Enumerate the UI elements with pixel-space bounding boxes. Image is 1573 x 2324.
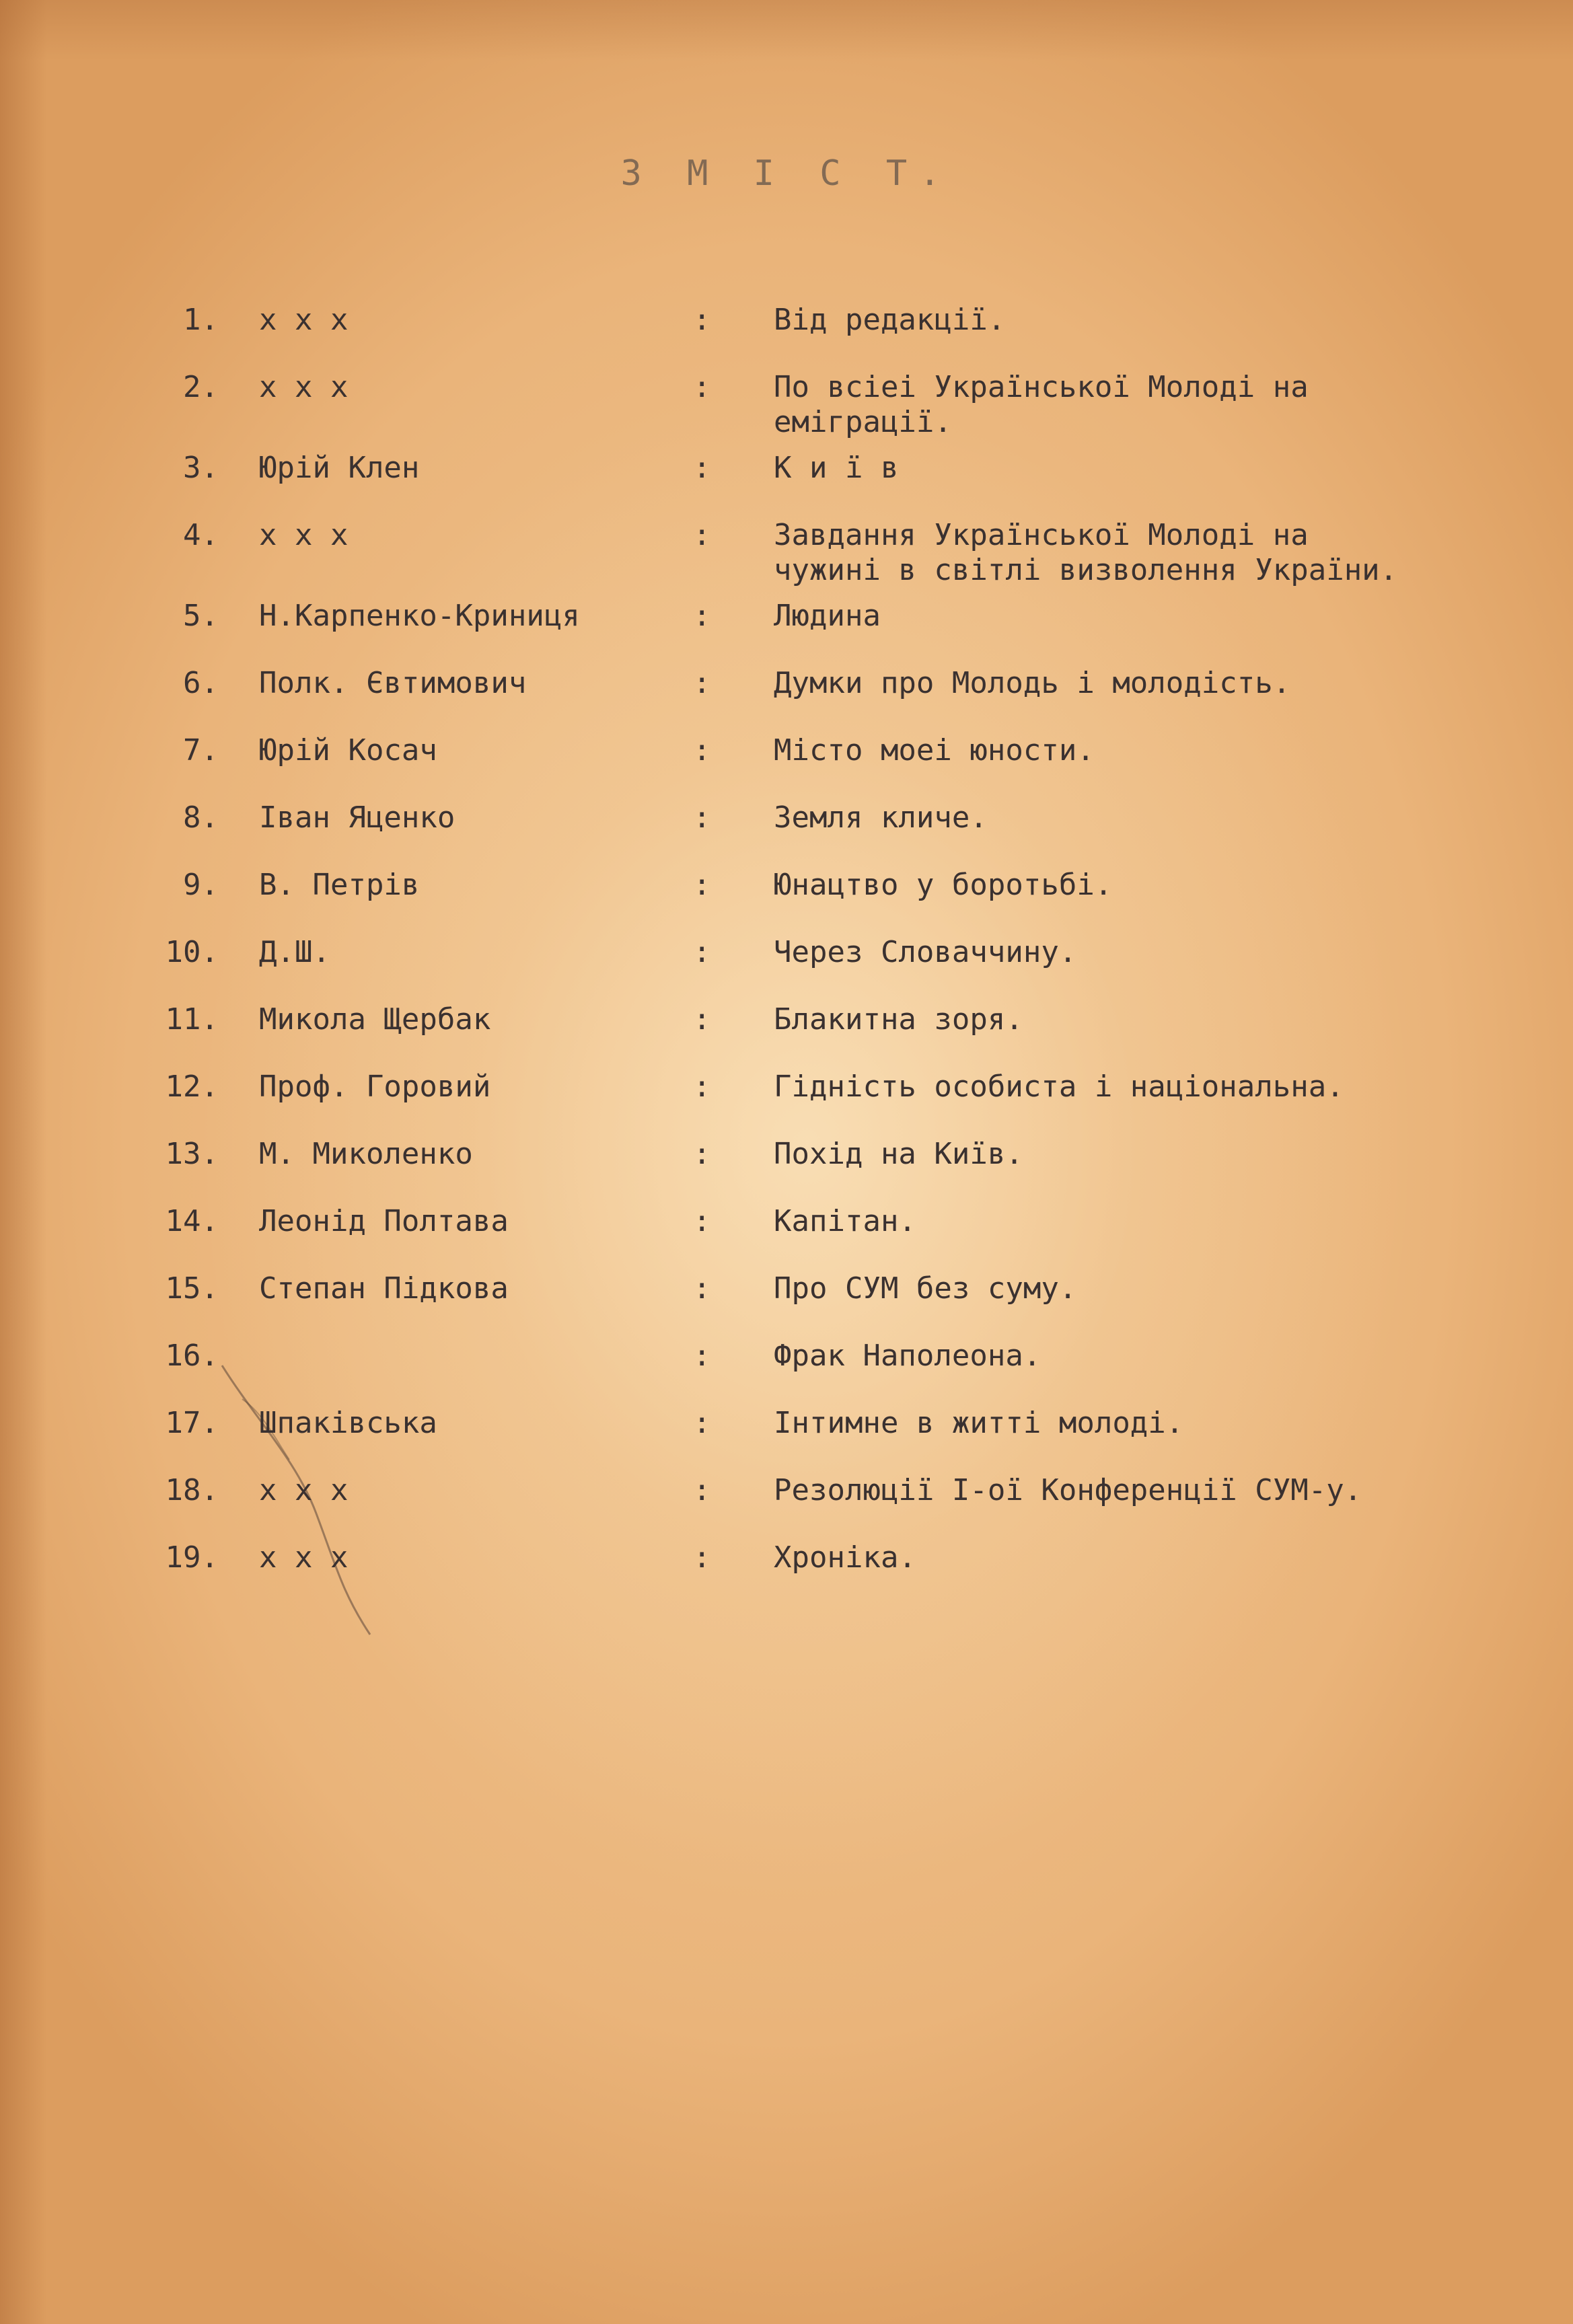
entry-title: Від редакції. bbox=[774, 303, 1006, 337]
entry-title: Блакитна зоря. bbox=[774, 1002, 1023, 1037]
toc-entry bbox=[0, 518, 1573, 599]
entry-separator: : bbox=[693, 800, 711, 835]
entry-separator: : bbox=[693, 451, 711, 485]
toc-entry bbox=[0, 666, 1573, 733]
entry-number: 8. bbox=[183, 800, 219, 835]
toc-entry bbox=[0, 1540, 1573, 1608]
toc-entry bbox=[0, 1339, 1573, 1406]
entry-separator: : bbox=[693, 666, 711, 700]
entry-author: Юрій Клен bbox=[259, 451, 420, 485]
toc-entry bbox=[0, 1271, 1573, 1339]
entry-separator: : bbox=[693, 303, 711, 337]
entry-number: 3. bbox=[183, 451, 219, 485]
entry-author: М. Миколенко bbox=[259, 1137, 473, 1171]
entry-author: Степан Підкова bbox=[259, 1271, 509, 1306]
entry-separator: : bbox=[693, 935, 711, 969]
entry-number: 4. bbox=[183, 518, 219, 552]
entry-author: Д.Ш. bbox=[259, 935, 330, 969]
entry-separator: : bbox=[693, 1271, 711, 1306]
entry-separator: : bbox=[693, 1204, 711, 1238]
entry-title: Хроніка. bbox=[774, 1540, 916, 1575]
entry-author: х х х bbox=[259, 518, 349, 552]
toc-entry bbox=[0, 800, 1573, 868]
entry-separator: : bbox=[693, 599, 711, 633]
entry-separator: : bbox=[693, 1540, 711, 1575]
entry-number: 17. bbox=[165, 1406, 219, 1440]
entry-title: Капітан. bbox=[774, 1204, 916, 1238]
entry-title: Місто моеі юности. bbox=[774, 733, 1095, 767]
entry-number: 1. bbox=[183, 303, 219, 337]
toc-entry bbox=[0, 1070, 1573, 1137]
entry-separator: : bbox=[693, 1406, 711, 1440]
toc-entry bbox=[0, 935, 1573, 1002]
entry-author: х х х bbox=[259, 1473, 349, 1507]
toc-entry bbox=[0, 451, 1573, 518]
entry-title: Людина bbox=[774, 599, 881, 633]
toc-entry bbox=[0, 370, 1573, 451]
entry-author: Микола Щербак bbox=[259, 1002, 491, 1037]
entry-number: 2. bbox=[183, 370, 219, 404]
entry-author: Полк. Євтимович bbox=[259, 666, 527, 700]
toc-entry bbox=[0, 868, 1573, 935]
entry-number: 10. bbox=[165, 935, 219, 969]
entry-author: Іван Яценко bbox=[259, 800, 455, 835]
entry-number: 11. bbox=[165, 1002, 219, 1037]
entry-title: Через Словаччину. bbox=[774, 935, 1077, 969]
entry-author: Юрій Косач bbox=[259, 733, 437, 767]
entry-author: Шпаківська bbox=[259, 1406, 437, 1440]
entry-author: х х х bbox=[259, 303, 349, 337]
entry-title: Думки про Молодь і молодість. bbox=[774, 666, 1291, 700]
entry-number: 18. bbox=[165, 1473, 219, 1507]
entry-title: Резолюції І-ої Конференції СУМ-у. bbox=[774, 1473, 1362, 1507]
entry-number: 6. bbox=[183, 666, 219, 700]
entry-number: 13. bbox=[165, 1137, 219, 1171]
page-title: З М І С Т. bbox=[620, 153, 953, 194]
entry-author: х х х bbox=[259, 1540, 349, 1575]
toc-entry bbox=[0, 1204, 1573, 1271]
entry-separator: : bbox=[693, 370, 711, 404]
entry-number: 9. bbox=[183, 868, 219, 902]
entry-author: Леонід Полтава bbox=[259, 1204, 509, 1238]
entry-separator: : bbox=[693, 733, 711, 767]
entry-title: К и ї в bbox=[774, 451, 899, 485]
toc-entry bbox=[0, 303, 1573, 370]
entry-title: Гідність особиста і національна. bbox=[774, 1070, 1344, 1104]
entry-number: 12. bbox=[165, 1070, 219, 1104]
entry-title: По всіеі Української Молоді на емiграції. bbox=[774, 370, 1309, 439]
entry-number: 16. bbox=[165, 1339, 219, 1373]
entry-separator: : bbox=[693, 1473, 711, 1507]
entry-separator: : bbox=[693, 518, 711, 552]
entry-separator: : bbox=[693, 1137, 711, 1171]
entry-title: Юнацтво у боротьбі. bbox=[774, 868, 1113, 902]
entry-author: В. Петрів bbox=[259, 868, 420, 902]
entry-number: 5. bbox=[183, 599, 219, 633]
toc-entry bbox=[0, 733, 1573, 800]
entry-author: Н.Карпенко-Криниця bbox=[259, 599, 580, 633]
toc-entry bbox=[0, 1473, 1573, 1540]
entry-separator: : bbox=[693, 1002, 711, 1037]
entry-author: х х х bbox=[259, 370, 349, 404]
entry-title: Про СУМ без суму. bbox=[774, 1271, 1077, 1306]
toc-entry bbox=[0, 1137, 1573, 1204]
entry-title: Завдання Української Молоді на чужині в світлі визволення України. bbox=[774, 518, 1398, 587]
entry-number: 7. bbox=[183, 733, 219, 767]
entry-separator: : bbox=[693, 1339, 711, 1373]
toc-entry bbox=[0, 1002, 1573, 1070]
entry-number: 15. bbox=[165, 1271, 219, 1306]
entry-title: Інтимне в житті молоді. bbox=[774, 1406, 1184, 1440]
entry-title: Земля кличе. bbox=[774, 800, 988, 835]
entry-author: Проф. Горовий bbox=[259, 1070, 491, 1104]
entry-number: 19. bbox=[165, 1540, 219, 1575]
entry-number: 14. bbox=[165, 1204, 219, 1238]
entry-separator: : bbox=[693, 868, 711, 902]
entry-separator: : bbox=[693, 1070, 711, 1104]
paper-top-shadow bbox=[0, 0, 1573, 61]
entry-title: Фрак Наполеона. bbox=[774, 1339, 1041, 1373]
table-of-contents bbox=[0, 303, 1573, 1608]
toc-entry bbox=[0, 1406, 1573, 1473]
entry-title: Похід на Київ. bbox=[774, 1137, 1023, 1171]
toc-entry bbox=[0, 599, 1573, 666]
